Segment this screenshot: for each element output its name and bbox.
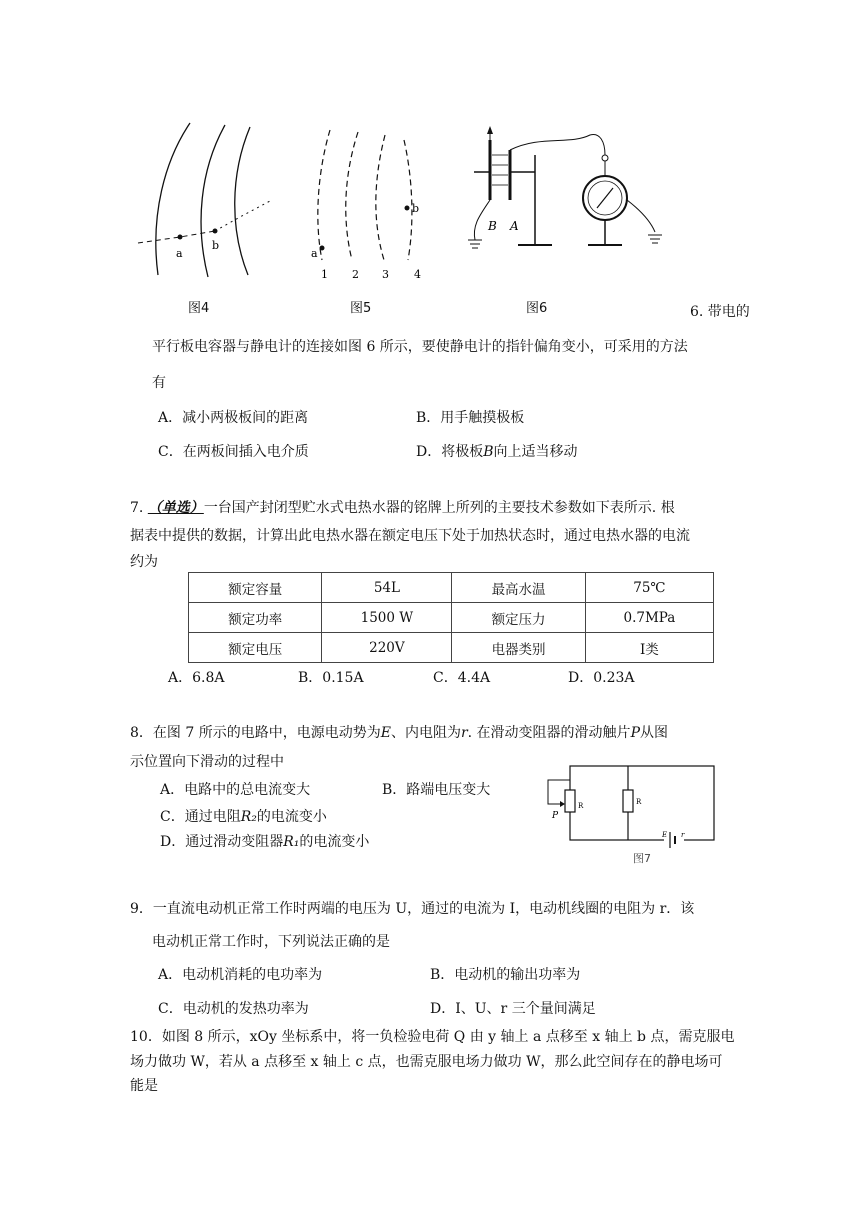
q9-option-d: D．I、U、r 三个量间满足 (430, 1001, 596, 1017)
figure-5 (300, 120, 440, 290)
svg-text:R: R (578, 802, 584, 810)
q10-text-line3: 能是 (130, 1078, 158, 1094)
figure-5-caption: 图5 (350, 301, 372, 316)
figure-6 (460, 120, 680, 290)
svg-text:1: 1 (321, 268, 328, 281)
q8-text-line1: 8．在图 7 所示的电路中，电源电动势为E、内电阻为r. 在滑动变阻器的滑动触片P从图 (130, 725, 668, 741)
q10-text-line1: 10．如图 8 所示，xOy 坐标系中，将一负检验电荷 Q 由 y 轴上 a 点移至 x 轴上 b 点，需克服电 (130, 1029, 735, 1045)
svg-text:r: r (681, 831, 685, 839)
svg-text:E: E (662, 831, 668, 839)
svg-text:A: A (510, 219, 519, 233)
svg-text:a: a (311, 247, 318, 260)
figure-4-caption: 图4 (188, 301, 210, 316)
fig4-label-a: a (176, 247, 183, 260)
table-row: 额定电压 220V 电器类别 Ⅰ类 (189, 633, 714, 663)
spec-table (188, 572, 714, 663)
q9-text-line1: 9．一直流电动机正常工作时两端的电压为 U，通过的电流为 I，电动机线圈的电阻为 r．该 (130, 901, 695, 917)
q6-lead: 6. 带电的 (690, 304, 750, 320)
figure-7 (540, 760, 720, 870)
table-row: 额定容量 54L 最高水温 75℃ (189, 573, 714, 603)
figure-7-caption: 图7 (633, 852, 651, 865)
q7-option-a: A．6.8A (168, 670, 225, 686)
figure-4 (130, 115, 280, 285)
q7-option-d: D．0.23A (568, 670, 635, 686)
q6-option-c: C．在两板间插入电介质 (158, 444, 309, 460)
q8-option-a: A．电路中的总电流变大 (160, 782, 311, 798)
svg-text:3: 3 (382, 268, 389, 281)
q9-text-line2: 电动机正常工作时，下列说法正确的是 (152, 934, 390, 950)
fig4-label-b: b (212, 239, 220, 252)
q9-option-c: C．电动机的发热功率为 (158, 1001, 309, 1017)
svg-text:2: 2 (352, 268, 359, 281)
q7-option-c: C．4.4A (433, 670, 491, 686)
q10-text-line2: 场力做功 W，若从 a 点移至 x 轴上 c 点，也需克服电场力做功 W，那么此空间存在的静电场可 (130, 1054, 723, 1070)
svg-text:R: R (636, 798, 642, 806)
svg-text:4: 4 (414, 268, 421, 281)
q8-option-d: D．通过滑动变阻器R₁的电流变小 (160, 834, 370, 850)
svg-text:P: P (552, 811, 559, 821)
q8-option-c: C．通过电阻R₂的电流变小 (160, 809, 327, 825)
q6-option-b: B．用手触摸极板 (416, 410, 525, 426)
table-row: 额定功率 1500 W 额定压力 0.7MPa (189, 603, 714, 633)
q8-text-line2: 示位置向下滑动的过程中 (130, 754, 284, 770)
q7-option-b: B．0.15A (298, 670, 364, 686)
q6-text-line2: 有 (152, 375, 166, 391)
figure-6-caption: 图6 (526, 301, 548, 316)
q6-option-d: D．将极板B向上适当移动 (416, 444, 578, 460)
svg-text:b: b (412, 202, 420, 215)
q9-option-a: A．电动机消耗的电功率为 (158, 967, 323, 983)
q7-text-line2: 据表中提供的数据，计算出此电热水器在额定电压下处于加热状态时，通过电热水器的电流 (130, 528, 690, 544)
svg-text:B: B (488, 219, 497, 233)
q8-option-b: B．路端电压变大 (382, 782, 491, 798)
q6-option-a: A．减小两极板间的距离 (158, 410, 309, 426)
q6-text-line1: 平行板电容器与静电计的连接如图 6 所示，要使静电计的指针偏角变小，可采用的方法 (152, 339, 688, 355)
q7-text-line1: 7. （单选）一台国产封闭型贮水式电热水器的铭牌上所列的主要技术参数如下表所示. 根 (130, 500, 675, 516)
q7-text-line3: 约为 (130, 554, 158, 570)
q9-option-b: B．电动机的输出功率为 (430, 967, 581, 983)
